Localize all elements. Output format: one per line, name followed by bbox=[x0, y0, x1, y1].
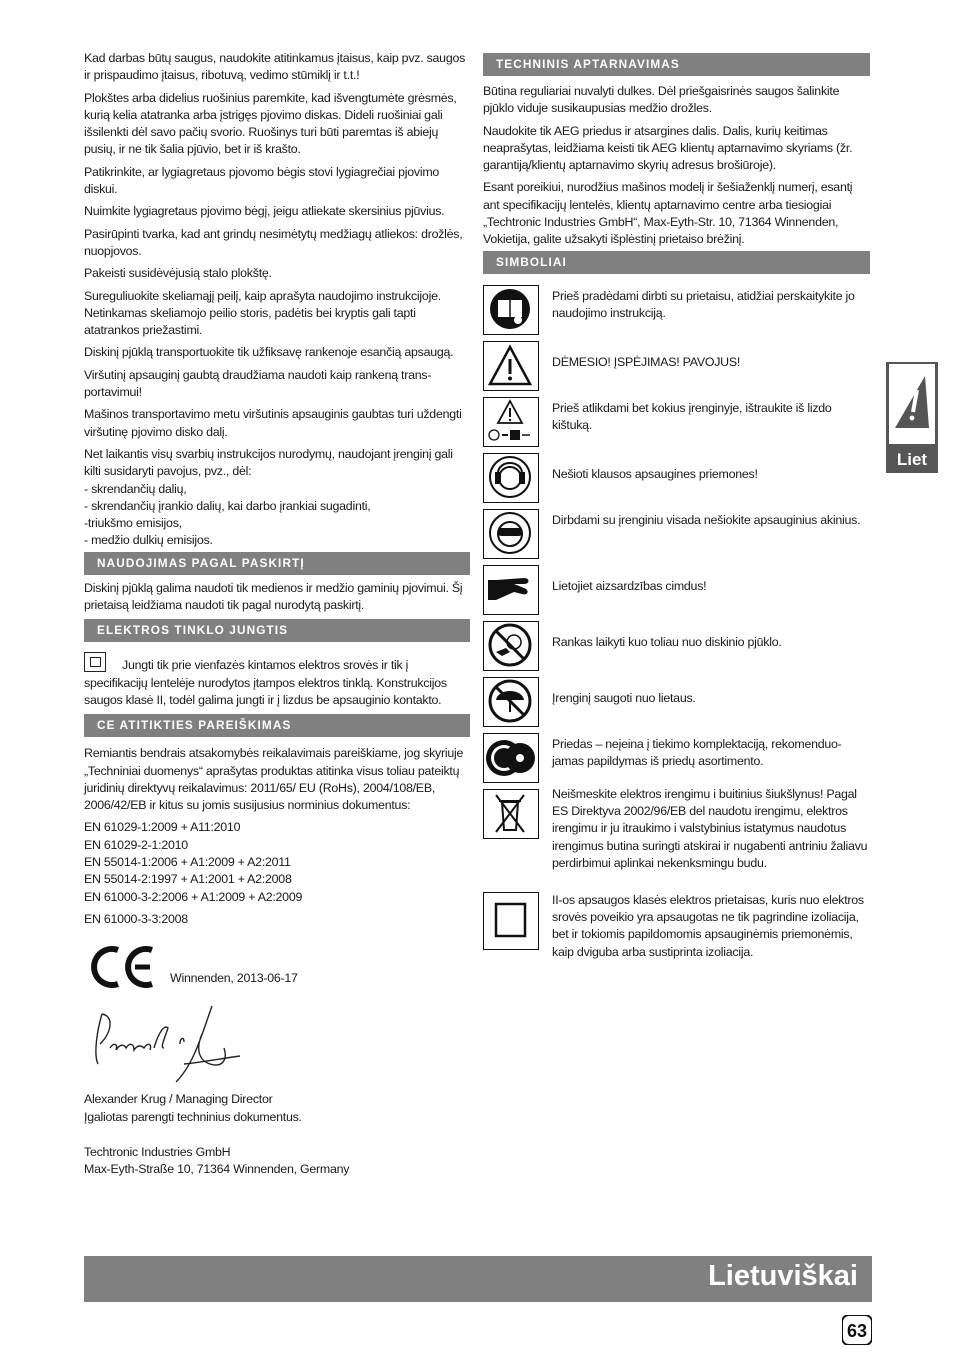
hands-away-icon bbox=[483, 621, 539, 671]
standard-item: EN 61029-2-1:2010 bbox=[84, 837, 188, 852]
risks-paragraph bbox=[84, 446, 470, 550]
symbol-row bbox=[483, 508, 870, 564]
left-column bbox=[84, 50, 470, 1184]
paragraph: Mašinos transportavimo metu viršutinis apsauginis gaubtas turi uždengti viršutinę pjovimo disko dalį. bbox=[84, 407, 462, 439]
protect-rain-icon bbox=[483, 677, 539, 727]
symbol-row bbox=[483, 452, 870, 508]
risk-item: -triukšmo emisijos, bbox=[84, 516, 182, 531]
weee-bin-icon bbox=[483, 789, 539, 839]
standard-item: EN 61000-3-3:2008 bbox=[84, 911, 188, 926]
risk-item: - skrendančių įrankio dalių, kai darbo įrankiai sugadinti, bbox=[84, 498, 371, 513]
paragraph: Naudokite tik AEG priedus ir atsargines dalis. Dalis, kurių keitimas neaprašytas, leidžiama keisti tik AEG klientų aptarnavimo skyriams (žr. garantiją/klientų aptarnavimo skyrių adresus brošiūroje). bbox=[483, 123, 853, 173]
risk-item: - medžio dulkių emisijos. bbox=[84, 533, 213, 548]
symbol-text: Neišmeskite elektros irengimu i buitinius šiukšlynus! Pagal ES Direktyva 2002/96/EB del naudotu irengimu, elektros irengimu ir ju itraukimo i valstybinius istatymus naudotus irengimus butina suringti atskirai ir nugabenti antriniu žaliavu perdirbimui aplinkai nekenksmingu budu. bbox=[552, 786, 868, 870]
paragraph: Viršutinį apsauginį gaubtą draudžiama naudoti kaip rankeną trans-portavimui! bbox=[84, 367, 432, 400]
right-column bbox=[483, 50, 870, 959]
standard-item: EN 61000-3-2:2006 + A1:2009 + A2:2009 bbox=[84, 889, 303, 904]
ce-text: Remiantis bendrais atsakomybės reikalavimais pareiškiame, jog skyriuje „Techniniai duomenys“ aprašytas produktas atitinka visus toliau pateiktų juridinių direktyvų reikalavimus: 2011/65/ EU (RoHs), 2004/108/EB, 2006/42/EB ir kitus su jomis susijusius norminius dokumentus: bbox=[84, 746, 464, 813]
unplug-icon bbox=[483, 397, 539, 447]
ce-mark-icon bbox=[88, 944, 158, 990]
usage-text: Diskinį pjūklą galima naudoti tik medienos ir medžio gaminių pjovimui. Šį prietaisą leidžiama naudoti tik pagal nurodytą paskirtį. bbox=[84, 580, 463, 613]
symbol-text: Prieš atlikdami bet kokius įrenginyje, ištraukite iš lizdo kištuką. bbox=[552, 400, 832, 432]
risks-intro: Net laikantis visų svarbių instrukcijos nurodymų, naudojant įrenginį gali kilti susidaryti pavojus, pvz., dėl: bbox=[84, 446, 453, 479]
company-address: Max-Eyth-Straße 10, 71364 Winnenden, Germany bbox=[84, 1162, 350, 1177]
paragraph: Kad darbas būtų saugus, naudokite atitinkamus įtaisus, kaip pvz. saugos ir prispaudimo įtaisus, ribotuvą, vedimo stūmiklį ir t.t.! bbox=[84, 51, 466, 83]
language-tab-label: Liet bbox=[896, 450, 928, 469]
page-number bbox=[842, 1315, 872, 1345]
company-block bbox=[84, 1144, 470, 1179]
paragraph: Patikrinkite, ar lygiagretaus pjovomo bėgis stovi lygiagrečiai pjovimo diskui. bbox=[84, 164, 440, 197]
company-name: Techtronic Industries GmbH bbox=[84, 1145, 231, 1160]
symbol-row bbox=[483, 564, 870, 620]
class-ii-icon bbox=[84, 652, 106, 672]
language-footer-bar bbox=[84, 1256, 872, 1302]
place-date: Winnenden, 2013-06-17 bbox=[170, 971, 298, 986]
mains-paragraph bbox=[84, 652, 470, 709]
symbol-text: Nešioti klausos apsaugines priemones! bbox=[552, 466, 758, 481]
read-manual-icon bbox=[483, 285, 539, 335]
symbols-list bbox=[483, 284, 870, 959]
symbol-row bbox=[483, 892, 870, 959]
paragraph: Esant poreikiui, nurodžius mašinos modelį ir šešiaženklį numerį, esantį ant specifikacijų lentelės, klientų aptarnavimo centre arba tiesiogiai „Techtronic Industries GmbH“, Max-Eyth-Str. 10, 71364 Winnenden, Vokietija, galite užsakyti išplėstinį prietaiso brėžinį. bbox=[483, 180, 853, 247]
symbol-row bbox=[483, 788, 870, 898]
symbol-text: Rankas laikyti kuo toliau nuo diskinio pjūklo. bbox=[552, 634, 782, 649]
section-heading-symbols: SIMBOLIAI bbox=[483, 251, 870, 274]
symbol-text: Priedas – neįeina į tiekimo komplektaciją, rekomenduo-jamas papildymas iš priedų asortimento. bbox=[552, 736, 842, 768]
section-heading-usage: NAUDOJIMAS PAGAL PASKIRTĮ bbox=[84, 552, 470, 575]
symbol-row bbox=[483, 340, 870, 396]
section-heading-mains: ELEKTROS TINKLO JUNGTIS bbox=[84, 619, 470, 642]
warning-exclamation-icon bbox=[889, 364, 935, 444]
symbol-text: Įrenginį saugoti nuo lietaus. bbox=[552, 690, 696, 705]
warning-triangle-icon bbox=[483, 341, 539, 391]
symbol-text: DĖMESIO! ĮSPĖJIMAS! PAVOJUS! bbox=[552, 354, 741, 369]
section-heading-ce: CE ATITIKTIES PAREIŠKIMAS bbox=[84, 714, 470, 737]
signer-block bbox=[84, 1091, 470, 1126]
paragraph: Pakeisti susidėvėjusią stalo plokštę. bbox=[84, 266, 272, 281]
safety-goggles-icon bbox=[483, 509, 539, 559]
ear-protection-icon bbox=[483, 453, 539, 503]
symbol-text: Dirbdami su įrenginiu visada nešiokite apsauginius akinius. bbox=[552, 512, 861, 527]
language-tab bbox=[886, 362, 938, 473]
standard-item: EN 61029-1:2009 + A11:2010 bbox=[84, 820, 241, 835]
signature-icon bbox=[84, 1004, 254, 1086]
class-ii-icon bbox=[483, 892, 539, 950]
saw-blades-icon bbox=[483, 733, 539, 783]
mains-text: Jungti tik prie vienfazės kintamos elektros srovės ir tik į specifikacijų lentelėje nurodytos įtampos elektros tinklą. Konstrukcijos saugos klasė II, todėl galima jungti ir į lizdus be apsauginio kontakto. bbox=[84, 658, 447, 707]
standards-list bbox=[84, 819, 470, 928]
ce-row bbox=[84, 944, 470, 994]
gloves-icon bbox=[483, 565, 539, 615]
paragraph: Diskinį pjūklą transportuokite tik užfiksavę rankenoje esančią apsaugą. bbox=[84, 345, 454, 360]
standard-item: EN 55014-2:1997 + A1:2001 + A2:2008 bbox=[84, 872, 292, 887]
paragraph: Būtina reguliariai nuvalyti dulkes. Dėl priešgaisrinės saugos šalinkite pjūklo viduje susikaupusias medžio drožles. bbox=[483, 84, 840, 116]
symbol-row bbox=[483, 284, 870, 340]
symbol-row bbox=[483, 620, 870, 676]
paragraph: Sureguliuokite skeliamąjį peilį, kaip aprašyta naudojimo instrukcijoje. Netinkamas skeliamojo peilio storis, padėtis bei kryptis gali tapti atatrankos priežastimi. bbox=[84, 288, 441, 338]
section-heading-service: TECHNINIS APTARNAVIMAS bbox=[483, 53, 870, 76]
risk-item: - skrendančių dalių, bbox=[84, 481, 187, 496]
paragraph: Nuimkite lygiagretaus pjovimo bėgį, jeigu atliekate skersinius pjūvius. bbox=[84, 204, 445, 219]
symbol-text: II-os apsaugos klasės elektros prietaisas, kuris nuo elektros srovės poveikio yra apsaugotas ne tik pagrindine izoliacija, bet ir tokiomis papildomomis apsauginėmis priemonėmis, kaip dviguba arba sustiprinta izoliacija. bbox=[552, 892, 864, 959]
language-footer-label: Lietuviškai bbox=[708, 1260, 858, 1292]
symbol-text: Prieš pradėdami dirbti su prietaisu, atidžiai perskaitykite jo naudojimo instrukciją. bbox=[552, 288, 855, 320]
page-number-text: 63 bbox=[846, 1321, 868, 1341]
symbol-row bbox=[483, 676, 870, 732]
symbol-row bbox=[483, 396, 870, 452]
paragraph: Plokštes arba didelius ruošinius paremkite, kad išvengtumėte grėsmės, kurią kelia atatranka arba įstrigęs pjovimo diskas. Dideli ruošiniai gali išsilenkti dėl savo pačių svorio. Ruošinys turi būti paremtas iš abiejų pusių, ir ne tik šalia pjūvio, bet ir iš krašto. bbox=[84, 90, 457, 157]
paragraph: Pasirūpinti tvarka, kad ant grindų nesimėtytų medžiagų atliekos: drožlės, nuopjovos. bbox=[84, 226, 463, 258]
signer-name: Alexander Krug / Managing Director bbox=[84, 1092, 273, 1107]
signer-role: Įgaliotas parengti techninius dokumentus. bbox=[84, 1109, 302, 1124]
standard-item: EN 55014-1:2006 + A1:2009 + A2:2011 bbox=[84, 854, 291, 869]
symbol-row bbox=[483, 732, 870, 788]
symbol-text: Lietojiet aizsardzības cimdus! bbox=[552, 578, 707, 593]
